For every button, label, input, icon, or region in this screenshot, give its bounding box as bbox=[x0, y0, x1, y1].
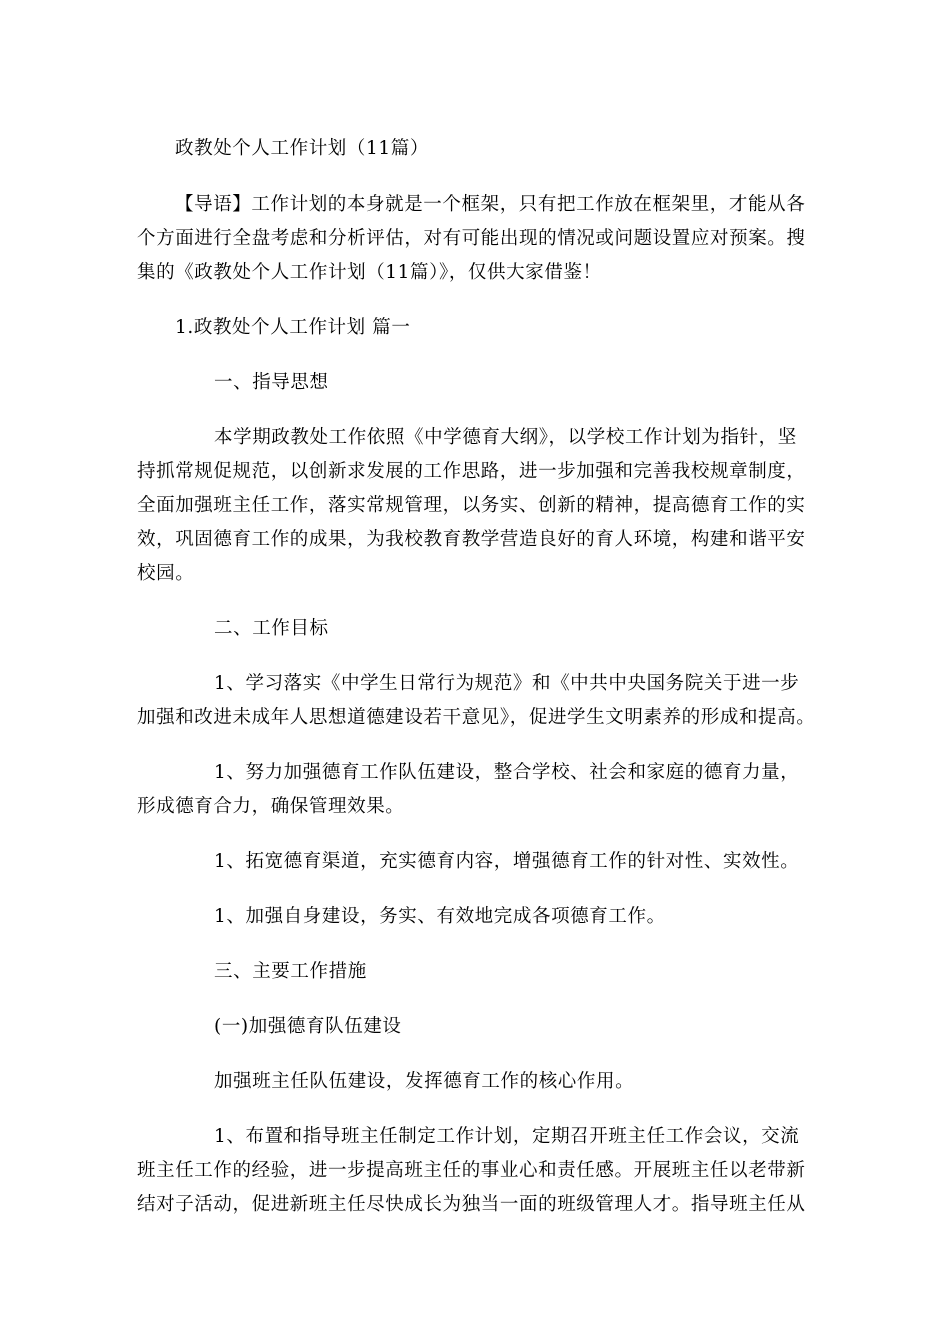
measure1-line-3: 结对子活动，促进新班主任尽快成长为独当一面的班级管理人才。指导班主任从 bbox=[137, 1194, 806, 1215]
section2-heading: 二、工作目标 bbox=[214, 618, 329, 639]
document-title: 政教处个人工作计划（11篇） bbox=[175, 138, 429, 159]
section1-line-2: 持抓常规促规范，以创新求发展的工作思路，进一步加强和完善我校规章制度， bbox=[137, 461, 806, 482]
sub1-heading: (一)加强德育队伍建设 bbox=[214, 1016, 402, 1037]
measure1-line-1: 1、布置和指导班主任制定工作计划，定期召开班主任工作会议，交流 bbox=[214, 1126, 800, 1147]
goal3: 1、拓宽德育渠道，充实德育内容，增强德育工作的针对性、实效性。 bbox=[214, 851, 800, 872]
intro-line-3: 集的《政教处个人工作计划（11篇）》，仅供大家借鉴！ bbox=[137, 262, 602, 283]
sub1-intro: 加强班主任队伍建设，发挥德育工作的核心作用。 bbox=[214, 1071, 635, 1092]
measure1-line-2: 班主任工作的经验，进一步提高班主任的事业心和责任感。开展班主任以老带新 bbox=[137, 1160, 806, 1181]
goal1-line-2: 加强和改进未成年人思想道德建设若干意见》，促进学生文明素养的形成和提高。 bbox=[137, 707, 816, 728]
article-heading: 1.政教处个人工作计划 篇一 bbox=[175, 317, 411, 338]
goal2-line-2: 形成德育合力，确保管理效果。 bbox=[137, 796, 405, 817]
section1-line-1: 本学期政教处工作依照《中学德育大纲》，以学校工作计划为指针，坚 bbox=[214, 427, 797, 448]
intro-line-1: 【导语】工作计划的本身就是一个框架，只有把工作放在框架里，才能从各 bbox=[175, 194, 806, 215]
section1-heading: 一、指导思想 bbox=[214, 372, 329, 393]
section1-line-4: 效，巩固德育工作的成果，为我校教育教学营造良好的育人环境，构建和谐平安 bbox=[137, 529, 806, 550]
section1-line-5: 校园。 bbox=[137, 563, 195, 584]
goal1-line-1: 1、学习落实《中学生日常行为规范》和《中共中央国务院关于进一步 bbox=[214, 673, 800, 694]
section3-heading: 三、主要工作措施 bbox=[214, 961, 367, 982]
intro-line-2: 个方面进行全盘考虑和分析评估，对有可能出现的情况或问题设置应对预案。搜 bbox=[137, 228, 806, 249]
goal2-line-1: 1、努力加强德育工作队伍建设，整合学校、社会和家庭的德育力量， bbox=[214, 762, 800, 783]
goal4: 1、加强自身建设，务实、有效地完成各项德育工作。 bbox=[214, 906, 666, 927]
section1-line-3: 全面加强班主任工作，落实常规管理，以务实、创新的精神，提高德育工作的实 bbox=[137, 495, 806, 516]
